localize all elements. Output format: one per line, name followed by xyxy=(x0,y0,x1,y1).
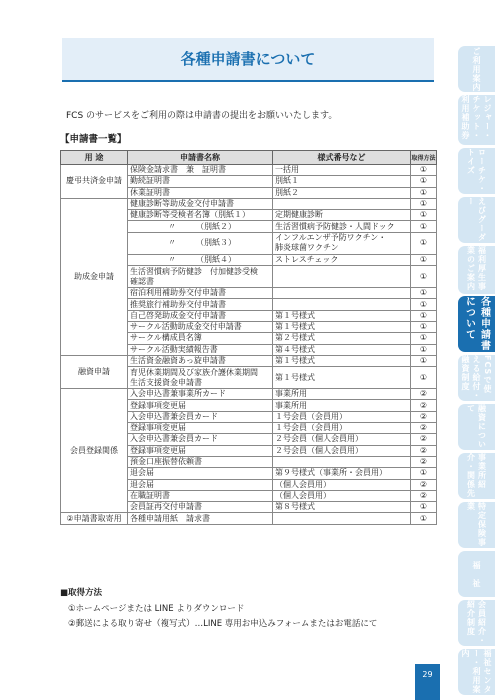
group-josei: 助成金申請 xyxy=(61,198,128,355)
group-yushi: 融資申請 xyxy=(61,355,128,388)
form-name: 登録事項変更届 xyxy=(128,400,273,411)
form-name: 健康診断等受検者名簿（別紙１） xyxy=(128,210,273,221)
form-method: ① xyxy=(411,299,437,310)
page-number: 29 xyxy=(422,670,433,679)
form-method: ① xyxy=(411,355,437,366)
form-method: ② xyxy=(411,479,437,490)
form-name: 入会申込書兼事業所カード xyxy=(128,389,273,400)
section-heading: 【申請書一覧】 xyxy=(60,134,127,145)
form-name: サークル活動実績報告書 xyxy=(128,344,273,355)
form-method: ① xyxy=(411,502,437,513)
header-form-number: 様式番号など xyxy=(273,151,411,165)
form-number: ２号会員（個人会員用） xyxy=(273,445,411,456)
form-number xyxy=(273,198,411,209)
form-method: ② xyxy=(411,400,437,411)
form-number: （個人会員用） xyxy=(273,490,411,501)
table-row xyxy=(61,198,437,209)
page-title: 各種申請書について xyxy=(180,50,316,68)
form-name: 〃 （別紙３） xyxy=(128,232,273,254)
how-to-obtain-item: ①ホームページまたは LINE よりダウンロード xyxy=(68,604,245,614)
side-tab-applications[interactable] xyxy=(458,296,495,352)
form-name: 生活資金融資あっ旋申請書 xyxy=(128,355,273,366)
form-name: 会員証再交付申請書 xyxy=(128,502,273,513)
form-method: ② xyxy=(411,389,437,400)
form-name: 自己啓発助成金交付申請書 xyxy=(128,310,273,321)
form-name: 勤続証明書 xyxy=(128,176,273,187)
form-number: 事業所用 xyxy=(273,400,411,411)
side-tab-label: ご利用案内 xyxy=(472,46,481,92)
form-number xyxy=(273,456,411,467)
side-tab-guide[interactable] xyxy=(458,46,495,92)
form-number xyxy=(273,266,411,288)
form-number: 別紙１ xyxy=(273,176,411,187)
form-method: ① xyxy=(411,187,437,198)
form-number xyxy=(273,288,411,299)
form-name: 推奨旅行補助券交付申請書 xyxy=(128,299,273,310)
form-number: 第１号様式 xyxy=(273,355,411,366)
form-name: 〃 （別紙２） xyxy=(128,221,273,232)
form-name: サークル活動助成金交付申請書 xyxy=(128,321,273,332)
table-row xyxy=(61,513,437,524)
form-name: 保険金請求書 兼 証明書 xyxy=(128,165,273,176)
side-tab-label: えびグーダー xyxy=(466,197,487,242)
side-tab-label: 福利厚生事業のご案内 xyxy=(466,246,487,291)
side-tab-lawson[interactable] xyxy=(458,148,495,194)
form-method: ② xyxy=(411,456,437,467)
form-method: ① xyxy=(411,165,437,176)
side-tab-label: 特定保険事業 xyxy=(466,502,487,547)
form-name: 宿泊利用補助券交付申請書 xyxy=(128,288,273,299)
side-tab-member-intro[interactable] xyxy=(458,600,495,646)
header-form-name: 申請書名称 xyxy=(128,151,273,165)
form-name: 入会申込書兼会員カード xyxy=(128,411,273,422)
form-name: 退会届 xyxy=(128,468,273,479)
form-method: ① xyxy=(411,221,437,232)
form-method: ① xyxy=(411,344,437,355)
how-to-obtain-item: ②郵送による取り寄せ（複写式）…LINE 専用お申込みフォームまたはお電話にて xyxy=(68,619,378,629)
form-number: １号会員（会員用） xyxy=(273,411,411,422)
form-method: ① xyxy=(411,288,437,299)
form-number: １号会員（会員用） xyxy=(273,423,411,434)
form-number: 一括用 xyxy=(273,165,411,176)
form-number: 第２号様式 xyxy=(273,333,411,344)
form-method: ① xyxy=(411,321,437,332)
table-header-row xyxy=(61,151,437,165)
form-number: 第１号様式 xyxy=(273,310,411,321)
form-method: ① xyxy=(411,210,437,221)
form-number: 別紙２ xyxy=(273,187,411,198)
intro-text: FCS のサービスをご利用の際は申請書の提出をお願いいたします。 xyxy=(66,111,338,121)
form-number: （個人会員用） xyxy=(273,479,411,490)
group-keijo: 慶弔共済金申請 xyxy=(61,165,128,199)
form-number: 事業所用 xyxy=(273,389,411,400)
form-name: 登録事項変更届 xyxy=(128,423,273,434)
form-number: 第９号様式（事業所・会員用） xyxy=(273,468,411,479)
form-number: 第１号様式 xyxy=(273,321,411,332)
form-name: 入会申込書兼会員カード xyxy=(128,434,273,445)
form-method: ① xyxy=(411,513,437,524)
side-tab-label: レジャー・チケット・利用補助券 xyxy=(461,95,492,140)
side-tab-ebi[interactable] xyxy=(458,197,495,243)
side-tab-loans[interactable] xyxy=(458,404,495,450)
form-number: ２号会員（個人会員用） xyxy=(273,434,411,445)
side-tab-label: 福 祉 xyxy=(472,560,481,588)
form-method: ① xyxy=(411,310,437,321)
side-tab-label: ローチケ・トイズ xyxy=(466,148,487,193)
form-name: 生活習慣病予防健診 付加健診受検 確認書 xyxy=(128,266,273,288)
side-tab-leisure[interactable] xyxy=(458,95,495,145)
form-name: サークル構成員名簿 xyxy=(128,333,273,344)
title-underline xyxy=(62,80,434,82)
form-number xyxy=(273,299,411,310)
form-number: 第１号様式 xyxy=(273,367,411,389)
side-tab-offices[interactable] xyxy=(458,453,495,499)
side-tab-label: 会員紹介・紹介制度 xyxy=(466,600,487,645)
table-row xyxy=(61,165,437,176)
form-number: 生活習慣病予防健診・人間ドック xyxy=(273,221,411,232)
table-row xyxy=(61,389,437,400)
side-tab-welfare-guide[interactable] xyxy=(458,246,495,294)
form-method: ② xyxy=(411,423,437,434)
form-method: ② xyxy=(411,411,437,422)
application-forms-table xyxy=(60,150,437,525)
form-method: ② xyxy=(411,434,437,445)
side-tab-label: 福祉センター・利用案内 xyxy=(461,649,492,694)
form-name: 〃 （別紙４） xyxy=(128,254,273,265)
side-tab-label: 各種申請書について xyxy=(463,296,490,351)
side-tab-welfare-center[interactable] xyxy=(458,649,495,695)
form-name: 育児休業期間及び家族介護休業期間 生活支援資金申請書 xyxy=(128,367,273,389)
group-kaiin: 会員登録関係 xyxy=(61,389,128,513)
side-tab-label: 融資について xyxy=(466,404,487,449)
side-tab-insurance[interactable] xyxy=(458,502,495,548)
form-name: 登録事項変更届 xyxy=(128,445,273,456)
form-method: ① xyxy=(411,367,437,389)
header-use: 用 途 xyxy=(61,151,128,165)
form-name: 退会届 xyxy=(128,479,273,490)
form-method: ① xyxy=(411,333,437,344)
form-method: ① xyxy=(411,266,437,288)
side-tab-label: FCSで使える給付・融資制度 xyxy=(461,355,492,400)
form-method: ① xyxy=(411,232,437,254)
form-number: インフルエンザ予防ワクチン・ 肺炎球菌ワクチン xyxy=(273,232,411,254)
group-shinsei: ②申請書取寄用 xyxy=(61,513,128,524)
form-number: 第８号様式 xyxy=(273,502,411,513)
header-method: 取得方法 xyxy=(411,151,437,165)
form-name: 在職証明書 xyxy=(128,490,273,501)
form-number xyxy=(273,513,411,524)
form-method: ② xyxy=(411,490,437,501)
form-number: 第４号様式 xyxy=(273,344,411,355)
table-row xyxy=(61,355,437,366)
form-method: ② xyxy=(411,445,437,456)
side-tab-benefits[interactable] xyxy=(458,355,495,401)
form-method: ① xyxy=(411,468,437,479)
how-to-obtain-heading: ■取得方法 xyxy=(60,588,103,598)
form-name: 預金口座振替依頼書 xyxy=(128,456,273,467)
form-method: ① xyxy=(411,176,437,187)
form-number: 定期健康診断 xyxy=(273,210,411,221)
form-name: 各種申請用紙 請求書 xyxy=(128,513,273,524)
form-method: ① xyxy=(411,254,437,265)
form-name: 休業証明書 xyxy=(128,187,273,198)
form-number: ストレスチェック xyxy=(273,254,411,265)
form-name: 健康診断等助成金交付申請書 xyxy=(128,198,273,209)
side-tab-fukushi[interactable] xyxy=(458,551,495,597)
form-method: ① xyxy=(411,198,437,209)
side-tab-label: 事業所紹介・関係先 xyxy=(466,453,487,498)
